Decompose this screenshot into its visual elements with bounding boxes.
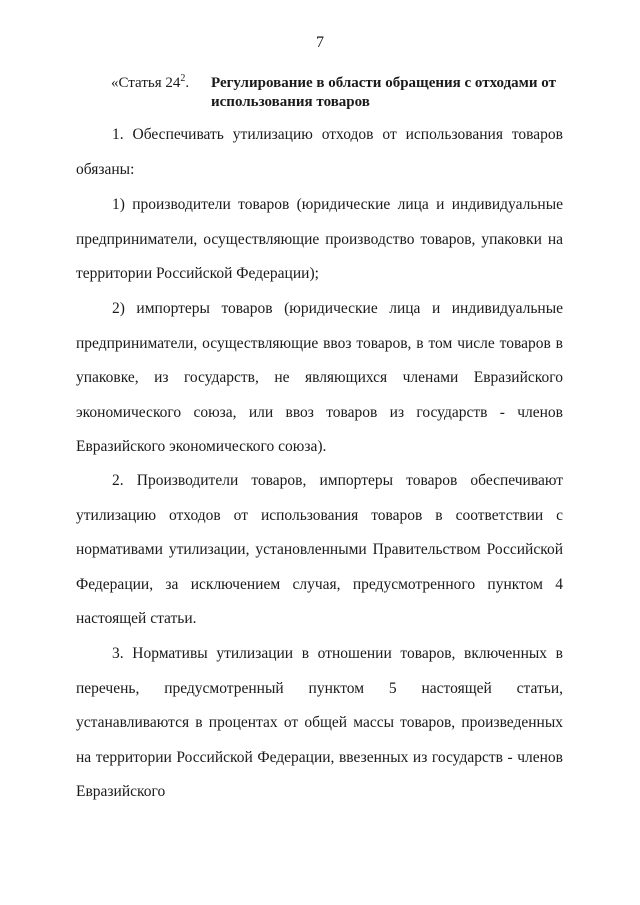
article-label-superscript: 2 — [180, 73, 186, 84]
page-number: 7 — [316, 34, 324, 51]
paragraph-1-item-1: 1) производители товаров (юридические лица и индивидуальные предприниматели, осуществляющие производство товаров, упаковки на территории Российской Федерации); — [76, 196, 563, 282]
article-title: Регулирование в области обращения с отходами от использования товаров — [211, 75, 556, 110]
paragraph-1: 1. Обеспечивать утилизацию отходов от использования товаров обязаны: — [76, 126, 563, 178]
paragraph-1-item-2: 2) импортеры товаров (юридические лица и индивидуальные предприниматели, осуществляющие ввоз товаров, в том числе товаров в упаковке, из государств, не являющихся членами Евразийского экономического союза, или ввоз товаров из государств - членов Евразийского экономического союза). — [76, 300, 563, 455]
paragraph-2: 2. Производители товаров, импортеры товаров обеспечивают утилизацию отходов от использования товаров в соответствии с нормативами утилизации, установленными Правительством Российской Федерации, за исключением случая, предусмотренного пунктом 4 настоящей статьи. — [76, 472, 563, 627]
article-label-text: «Статья 24 — [111, 75, 181, 91]
article-label-suffix: . — [185, 75, 190, 91]
article-label — [111, 74, 189, 93]
paragraph-3: 3. Нормативы утилизации в отношении товаров, включенных в перечень, предусмотренный пунктом 5 настоящей статьи, устанавливаются в процентах от общей массы товаров, произведенных на территории Российской Федерации, ввезенных из государств - членов Евразийского — [76, 645, 563, 800]
